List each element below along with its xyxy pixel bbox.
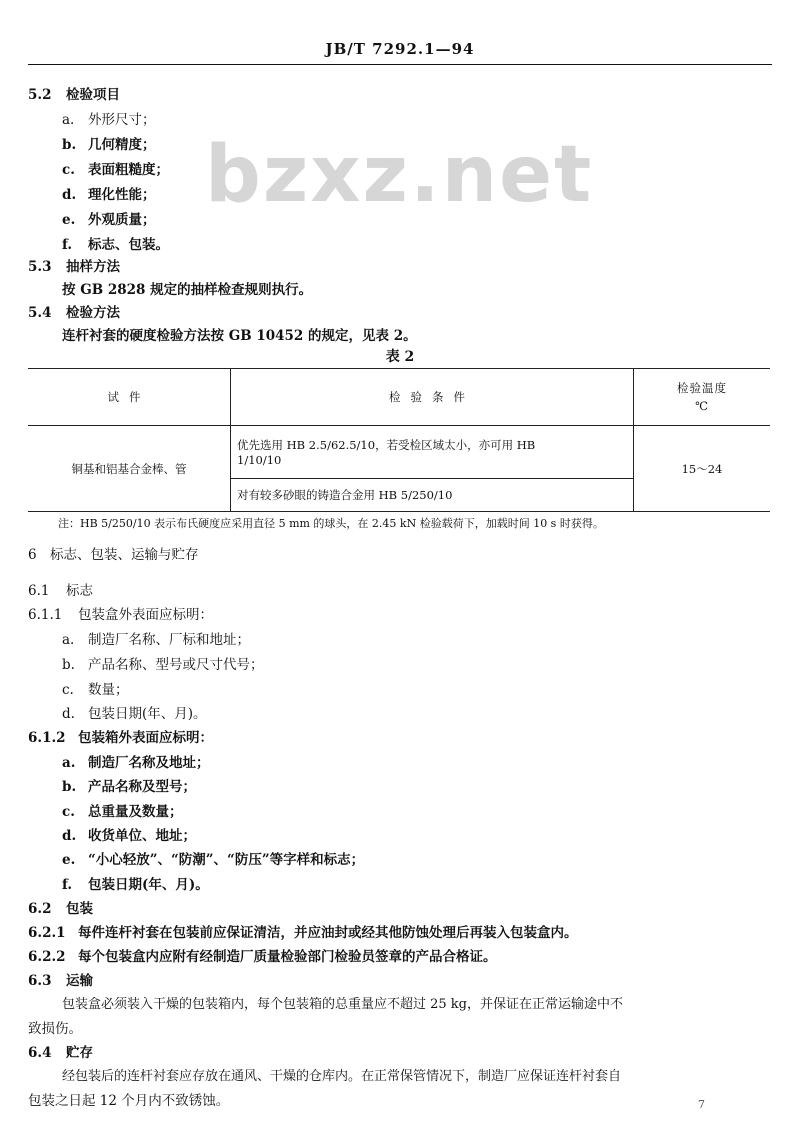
list-item: c. 表面粗糙度； xyxy=(62,162,169,178)
list-item: a. 制造厂名称、厂标和地址； xyxy=(62,632,250,648)
list-item: b. 产品名称、型号或尺寸代号； xyxy=(62,657,264,673)
table-header-row xyxy=(28,369,770,426)
section-title: 检验项目 xyxy=(66,87,120,103)
section-6-3-text-line1: 包装盒必须装入干燥的包装箱内，每个包装箱的总重量应不超过 25 kg，并保证在正常运输途中不 xyxy=(62,997,624,1012)
table-row xyxy=(28,426,770,479)
list-item: f. 标志、包装。 xyxy=(62,237,169,253)
section-number: 5.2 xyxy=(28,87,52,103)
section-6-3-text-line2: 致损伤。 xyxy=(28,1021,82,1037)
section-6-4-text-line2: 包装之日起 12 个月内不致锈蚀。 xyxy=(28,1093,230,1109)
section-6-1-2-heading: 6.1.2 包装箱外表面应标明： xyxy=(28,730,213,746)
cell-condition-2: 对有较多砂眼的铸造合金用 HB 5/250/10 xyxy=(231,479,634,512)
section-6-4-heading: 6.4 贮存 xyxy=(28,1045,93,1061)
cell-specimen: 铜基和铝基合金棒、管 xyxy=(71,461,187,476)
list-item: d. 收货单位、地址； xyxy=(62,828,196,844)
document-header: JB/T 7292.1—94 xyxy=(325,40,475,58)
header-rule xyxy=(28,64,772,65)
list-item: a. 外形尺寸； xyxy=(62,112,156,128)
list-item: b. 产品名称及型号； xyxy=(62,779,196,795)
list-item: d. 理化性能； xyxy=(62,187,156,203)
section-6-1-heading: 6.1 标志 xyxy=(28,583,93,599)
list-item: c. 总重量及数量； xyxy=(62,804,183,820)
table-2 xyxy=(28,368,770,512)
section-5-3-text: 按 GB 2828 规定的抽样检查规则执行。 xyxy=(62,282,313,298)
list-item: f. 包装日期(年、月)。 xyxy=(62,877,209,893)
section-5-3-heading: 5.3 抽样方法 xyxy=(28,259,120,275)
section-6-heading: 6 标志、包装、运输与贮存 xyxy=(28,547,199,563)
section-6-2-2: 6.2.2 每个包装盒内应附有经制造厂质量检验部门检验员签章的产品合格证。 xyxy=(28,949,497,965)
section-6-2-heading: 6.2 包装 xyxy=(28,901,93,917)
list-item: e. 外观质量； xyxy=(62,212,156,228)
section-6-1-1-heading: 6.1.1 包装盒外表面应标明： xyxy=(28,607,213,623)
section-6-2-1: 6.2.1 每件连杆衬套在包装前应保证清洁，并应油封或经其他防蚀处理后再装入包装盒内。 xyxy=(28,925,578,941)
list-item: e. “小心轻放”、“防潮”、“防压”等字样和标志； xyxy=(62,852,365,868)
section-5-2-heading xyxy=(28,86,120,104)
page-number: 7 xyxy=(698,1098,705,1111)
list-item: a. 制造厂名称及地址； xyxy=(62,755,210,771)
cell-temperature: 15～24 xyxy=(634,426,771,512)
cell-condition-1: 优先选用 HB 2.5/62.5/10，若受检区域太小，亦可用 HB 1/10/10 xyxy=(231,426,634,479)
section-5-4-text: 连杆衬套的硬度检验方法按 GB 10452 的规定，见表 2。 xyxy=(62,328,417,344)
list-item: c. 数量； xyxy=(62,682,129,698)
table-caption: 表 2 xyxy=(385,349,415,365)
header-temperature: 检验温度 ℃ xyxy=(634,369,771,426)
section-6-3-heading: 6.3 运输 xyxy=(28,973,93,989)
header-condition: 检验条件 xyxy=(231,369,634,426)
list-item: d. 包装日期(年、月)。 xyxy=(62,706,207,722)
list-item: b. 几何精度； xyxy=(62,137,156,153)
table-note: 注：HB 5/250/10 表示布氏硬度应采用直径 5 mm 的球头，在 2.45 kN 检验载荷下，加载时间 10 s 时获得。 xyxy=(58,517,604,530)
section-5-4-heading: 5.4 检验方法 xyxy=(28,305,120,321)
watermark: bzxz.net xyxy=(205,130,594,220)
header-specimen: 试件 xyxy=(28,369,231,426)
section-6-4-text-line1: 经包装后的连杆衬套应存放在通风、干燥的仓库内。在正常保管情况下，制造厂应保证连杆衬套自 xyxy=(62,1069,622,1084)
